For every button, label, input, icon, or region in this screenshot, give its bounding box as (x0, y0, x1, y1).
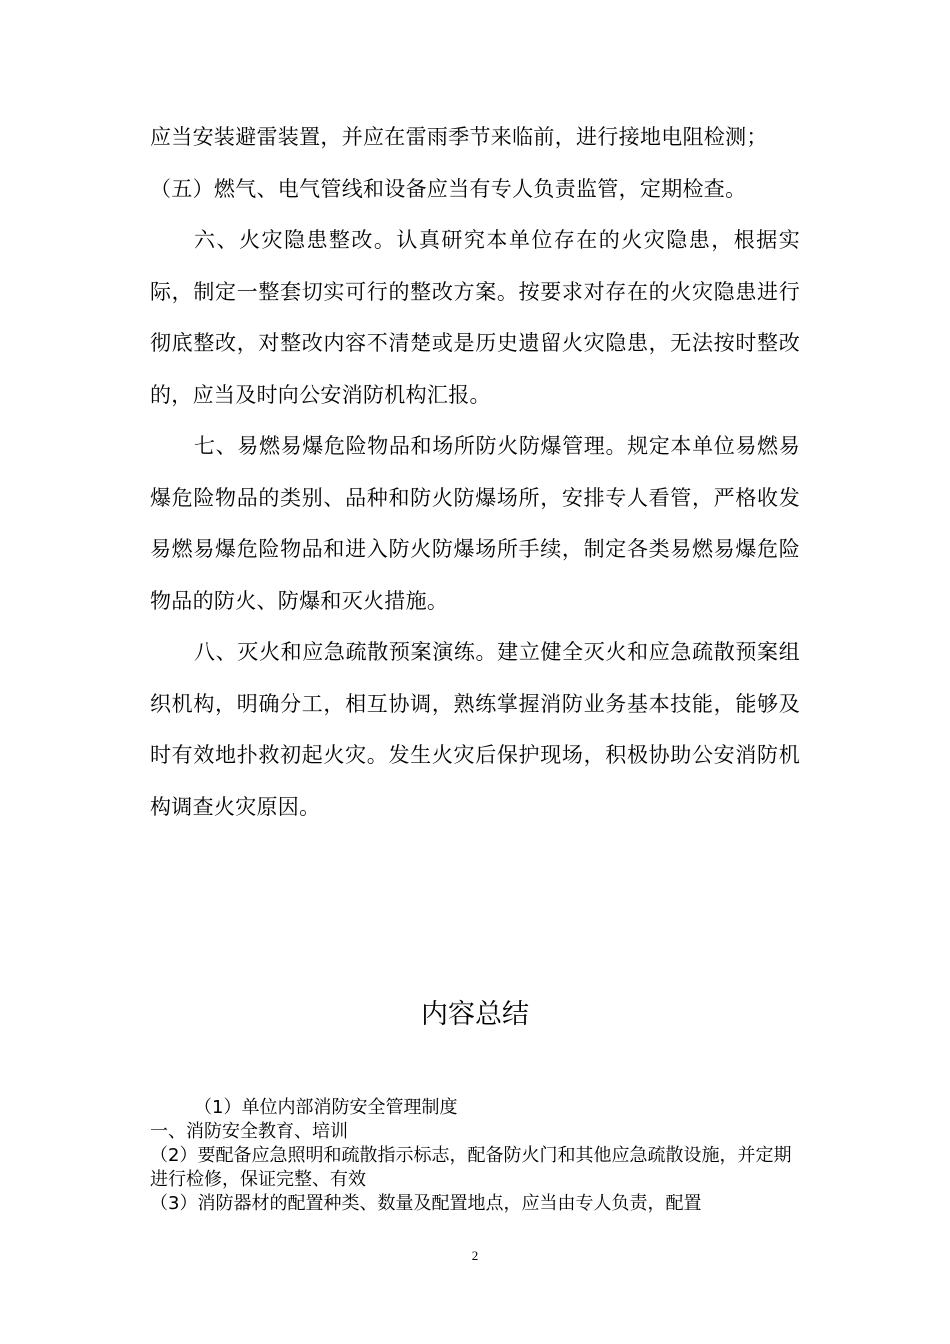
summary-line: （3）消防器材的配置种类、数量及配置地点，应当由专人负责，配置 (150, 1193, 702, 1214)
summary-title: 内容总结 (421, 999, 529, 1030)
paragraph-lightning-protection: 应当安装避雷装置，并应在雷雨季节来临前，进行接地电阻检测； (150, 125, 768, 149)
paragraph-explosive-materials-management: 七、易燃易爆危险物品和场所防火防爆管理。规定本单位易燃易爆危险物品的类别、品种和防火防爆场所，安排专人看管，严格收发易燃易爆危险物品和进入防火防爆场所手续，制定各类易燃易爆危险物品的防火、防爆和灭火措施。 (150, 434, 800, 613)
document-body (150, 112, 800, 833)
summary-line: 一、消防安全教育、培训 (150, 1121, 348, 1142)
paragraph-gas-electric-supervision: （五）燃气、电气管线和设备应当有专人负责监管，定期检查。 (150, 176, 747, 201)
paragraph-fire-hazard-rectification: 六、火灾隐患整改。认真研究本单位存在的火灾隐患，根据实际，制定一整套切实可行的整改方案。按要求对存在的火灾隐患进行彻底整改，对整改内容不清楚或是历史遗留火灾隐患，无法按时整改的，应当及时向公安消防机构汇报。 (150, 228, 800, 407)
summary-line: （1）单位内部消防安全管理制度 (194, 1097, 458, 1118)
summary-section (150, 1096, 800, 1216)
page-number: 2 (471, 1248, 479, 1263)
paragraph-emergency-drill: 八、灭火和应急疏散预案演练。建立健全灭火和应急疏散预案组织机构，明确分工，相互协调，熟练掌握消防业务基本技能，能够及时有效地扑救初起火灾。发生火灾后保护现场，积极协助公安消防机构调查火灾原因。 (150, 640, 800, 819)
summary-line: （2）要配备应急照明和疏散指示标志，配备防火门和其他应急疏散设施，并定期进行检修，保证完整、有效 (150, 1145, 792, 1190)
